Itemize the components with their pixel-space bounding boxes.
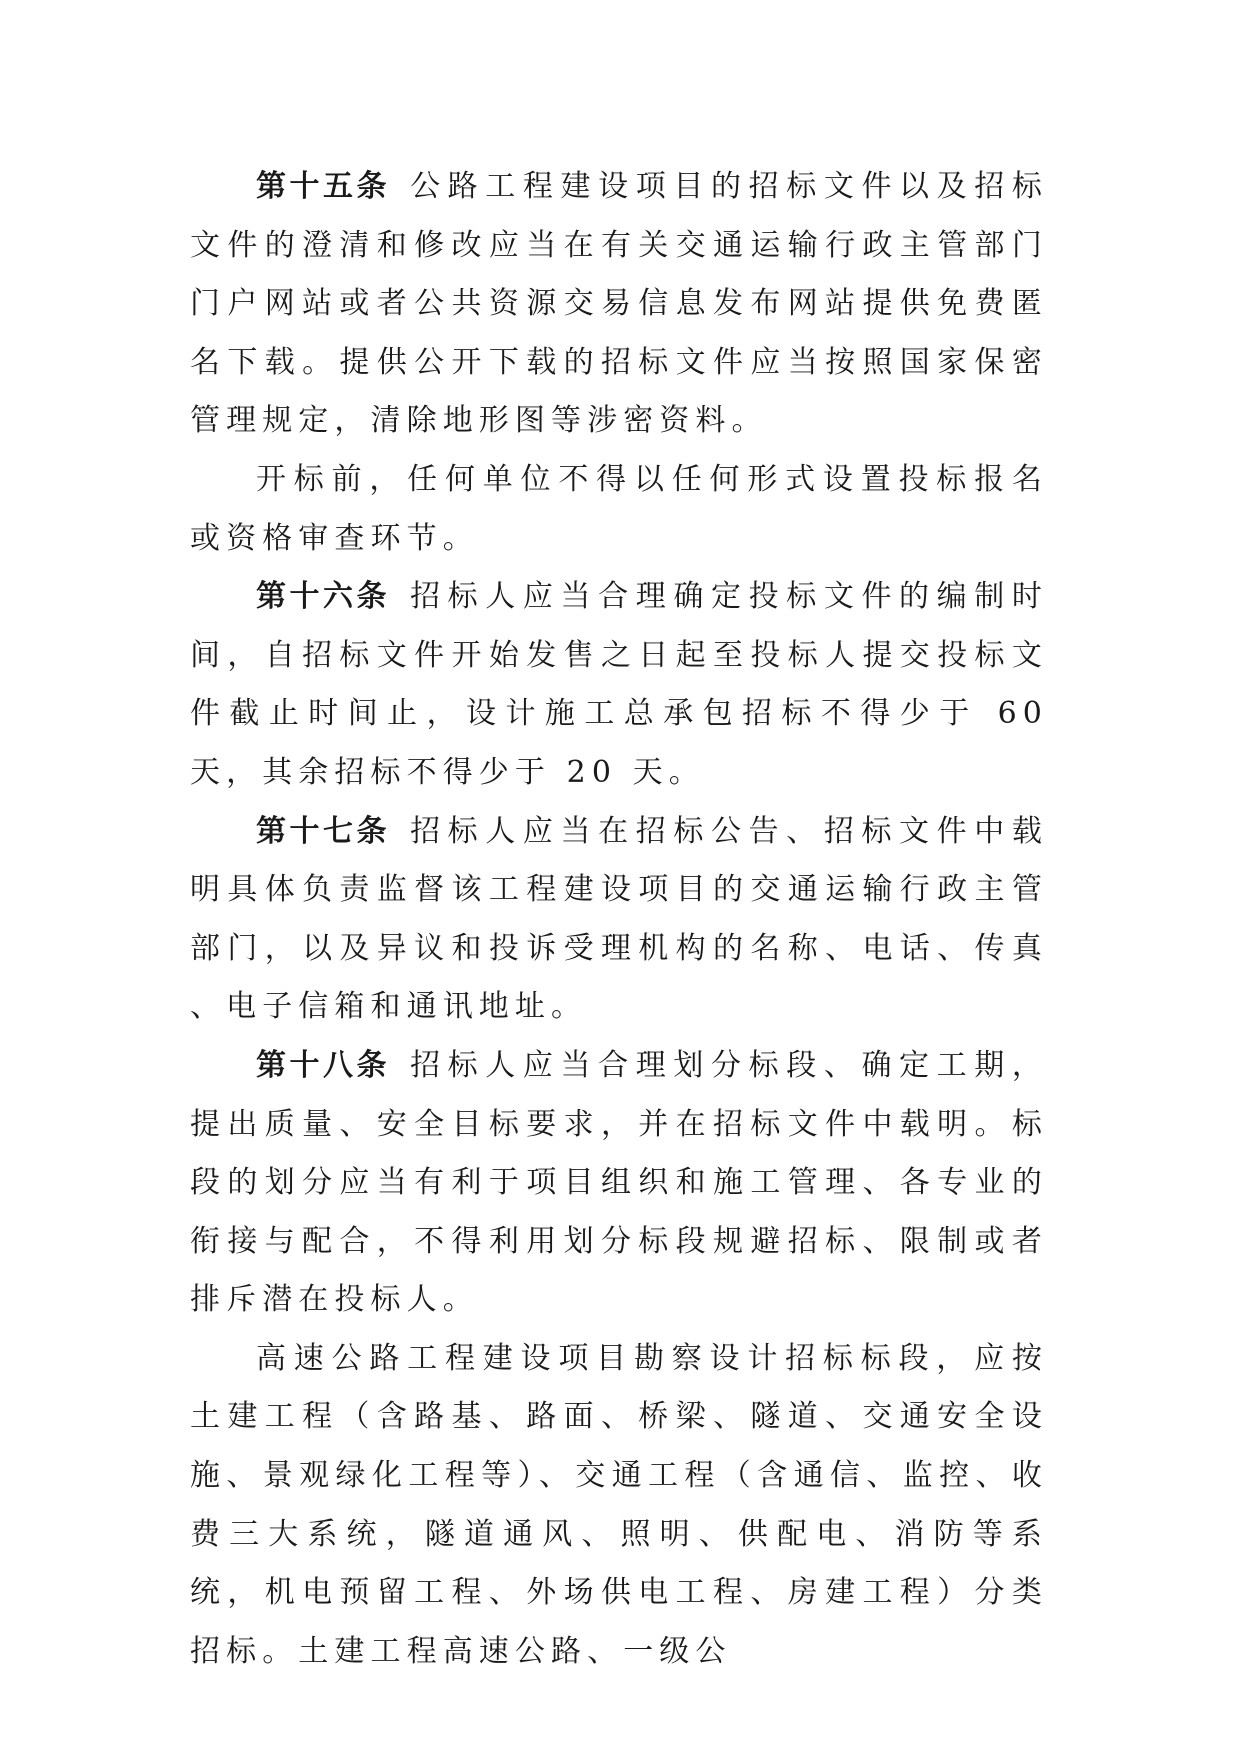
article-number: 第十七条 (256, 813, 391, 849)
article-18-second-paragraph (190, 1330, 1048, 1682)
article-text: 公路工程建设项目的招标文件以及招标文件的澄清和修改应当在有关交通运输行政主管部门门户网站或者公共资源交易信息发布网站提供免费匿名下载。提供公开下载的招标文件应当按照国家保密管理规定，清除地形图等涉密资料。 (190, 169, 1048, 439)
paragraph-text: 高速公路工程建设项目勘察设计招标标段，应按土建工程（含路基、路面、桥梁、隧道、交通安全设施、景观绿化工程等）、交通工程（含通信、监控、收费三大系统，隧道通风、照明、供配电、消防等系统，机电预留工程、外场供电工程、房建工程）分类招标。土建工程高速公路、一级公 (190, 1340, 1048, 1669)
paragraph-text: 开标前，任何单位不得以任何形式设置投标报名或资格审查环节。 (190, 461, 1048, 556)
article-18-paragraph (190, 1037, 1048, 1330)
document-body (190, 158, 1048, 1681)
article-15-second-paragraph (190, 451, 1048, 568)
article-number: 第十八条 (256, 1047, 391, 1083)
article-number: 第十五条 (256, 169, 391, 204)
article-17-paragraph (190, 803, 1048, 1037)
article-text: 招标人应当合理划分标段、确定工期，提出质量、安全目标要求，并在招标文件中载明。标段的划分应当有利于项目组织和施工管理、各专业的衔接与配合，不得利用划分标段规避招标、限制或者排斥潜在投标人。 (190, 1047, 1048, 1318)
article-16-paragraph (190, 568, 1048, 802)
article-15-paragraph (190, 158, 1048, 451)
article-text: 招标人应当在招标公告、招标文件中载明具体负责监督该工程建设项目的交通运输行政主管部门，以及异议和投诉受理机构的名称、电话、传真 、电子信箱和通讯地址。 (190, 813, 1048, 1025)
article-text: 招标人应当合理确定投标文件的编制时间，自招标文件开始发售之日起至投标人提交投标文件截止时间止，设计施工总承包招标不得少于 60 天，其余招标不得少于 20 天。 (190, 579, 1048, 790)
article-number: 第十六条 (256, 579, 391, 615)
